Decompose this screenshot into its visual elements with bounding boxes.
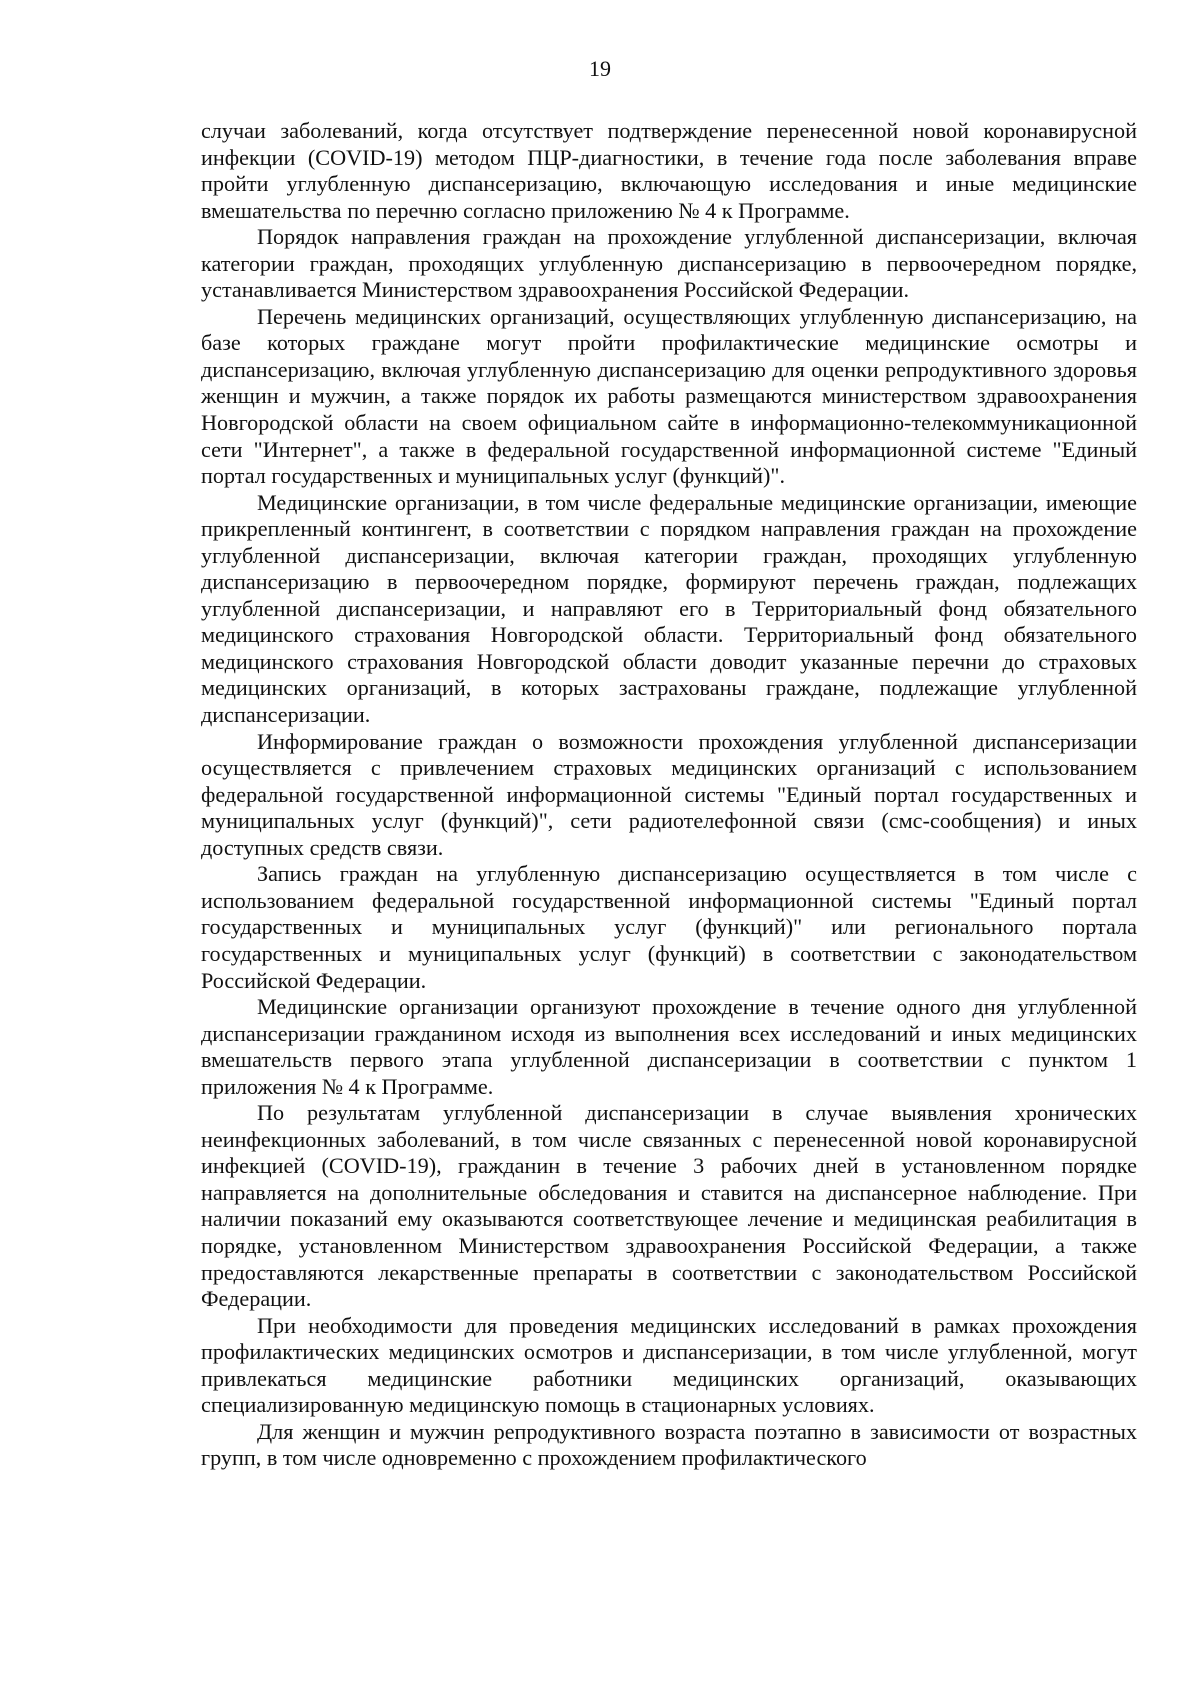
paragraph-reproductive-age: Для женщин и мужчин репродуктивного возраста поэтапно в зависимости от возрастных групп, в том числе одновременно с прохождением профилактического: [201, 1418, 1137, 1471]
paragraph-medical-organizations: Медицинские организации, в том числе федеральные медицинские организации, имеющие прикрепленный контингент, в соответствии с порядком направления граждан на прохождение углубленной диспансеризации, включая категории граждан, проходящих углубленную диспансеризацию в первоочередном порядке, формируют перечень граждан, подлежащих углубленной диспансеризации, и направляют его в Территориальный фонд обязательного медицинского страхования Новгородской области. Территориальный фонд обязательного медицинского страхования Новгородской области доводит указанные перечни до страховых медицинских организаций, в которых застрахованы граждане, подлежащие углубленной диспансеризации.: [201, 489, 1137, 728]
paragraph-results: По результатам углубленной диспансеризации в случае выявления хронических неинфекционных заболеваний, в том числе связанных с перенесенной новой коронавирусной инфекцией (COVID-19), гражданин в течение 3 рабочих дней в установленном порядке направляется на дополнительные обследования и ставится на диспансерное наблюдение. При наличии показаний ему оказываются соответствующее лечение и медицинская реабилитация в порядке, установленном Министерством здравоохранения Российской Федерации, а также предоставляются лекарственные препараты в соответствии с законодательством Российской Федерации.: [201, 1100, 1137, 1312]
paragraph-continuation: случаи заболеваний, когда отсутствует подтверждение перенесенной новой коронавирусной инфекции (COVID-19) методом ПЦР-диагностики, в течение года после заболевания вправе пройти углубленную диспансеризацию, включающую исследования и иные медицинские вмешательства по перечню согласно приложению № 4 к Программе.: [201, 118, 1137, 223]
paragraph-registration: Запись граждан на углубленную диспансеризацию осуществляется в том числе с использованием федеральной государственной информационной системы "Единый портал государственных и муниципальных услуг (функций)" или регионального портала государственных и муниципальных услуг (функций) в соответствии с законодательством Российской Федерации.: [201, 861, 1137, 993]
page-number: 19: [589, 56, 611, 81]
document-body: [201, 118, 1137, 1472]
paragraph-organizations-list: Перечень медицинских организаций, осуществляющих углубленную диспансеризацию, на базе которых граждане могут пройти профилактические медицинские осмотры и диспансеризацию, включая углубленную диспансеризацию для оценки репродуктивного здоровья женщин и мужчин, а также порядок их работы размещаются министерством здравоохранения Новгородской области на своем официальном сайте в информационно-телекоммуникационной сети "Интернет", а также в федеральной государственной информационной системе "Единый портал государственных и муниципальных услуг (функций)".: [201, 303, 1137, 489]
paragraph-one-day-passage: Медицинские организации организуют прохождение в течение одного дня углубленной диспансеризации гражданином исходя из выполнения всех исследований и иных медицинских вмешательств первого этапа углубленной диспансеризации в соответствии с пунктом 1 приложения № 4 к Программе.: [201, 994, 1137, 1099]
paragraph-involving-specialists: При необходимости для проведения медицинских исследований в рамках прохождения профилактических медицинских осмотров и диспансеризации, в том числе углубленной, могут привлекаться медицинские работники медицинских организаций, оказывающих специализированную медицинскую помощь в стационарных условиях.: [201, 1312, 1137, 1418]
paragraph-informing-citizens: Информирование граждан о возможности прохождения углубленной диспансеризации осуществляется с привлечением страховых медицинских организаций с использованием федеральной государственной информационной системы "Единый портал государственных и муниципальных услуг (функций)", сети радиотелефонной связи (смс-сообщения) и иных доступных средств связи.: [201, 728, 1137, 860]
paragraph-referral-procedure: Порядок направления граждан на прохождение углубленной диспансеризации, включая категории граждан, проходящих углубленную диспансеризацию в первоочередном порядке, устанавливается Министерством здравоохранения Российской Федерации.: [201, 224, 1137, 303]
